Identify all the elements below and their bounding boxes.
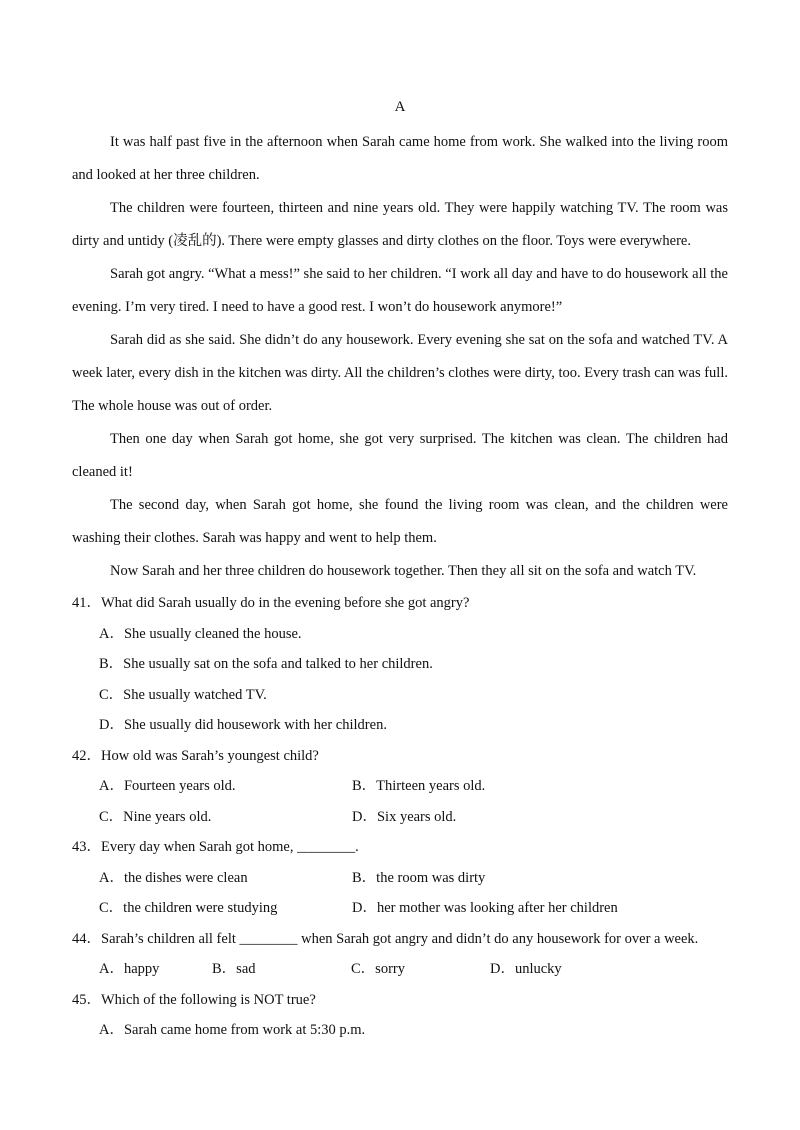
option-c: C．She usually watched TV. [99, 686, 267, 703]
option-row [72, 893, 728, 924]
exam-page [72, 96, 728, 1046]
passage-paragraph-5: Then one day when Sarah got home, she got very surprised. The kitchen was clean. The children had cleaned it! [72, 431, 728, 480]
option-a: A．Sarah came home from work at 5:30 p.m. [99, 1022, 366, 1038]
question-stem: 43．Every day when Sarah got home, ________. [72, 839, 359, 855]
option-row [72, 954, 728, 985]
question-41 [72, 588, 728, 741]
option-row [72, 863, 728, 894]
option-d: D．unlucky [490, 961, 562, 977]
passage-paragraph-2: The children were fourteen, thirteen and nine years old. They were happily watching TV. The room was dirty and untidy (凌乱的). There were empty glasses and dirty clothes on the floor. Toys were everywhere. [72, 200, 728, 249]
passage-paragraph-3: Sarah got angry. “What a mess!” she said to her children. “I work all day and have to do housework all the evening. I’m very tired. I need to have a good rest. I won’t do housework anymore!” [72, 266, 728, 315]
option-a: A．happy [99, 961, 160, 977]
option-d: D．her mother was looking after her children [352, 900, 618, 916]
question-43 [72, 832, 728, 924]
option-c: C．the children were studying [99, 900, 278, 916]
option-c: C．Nine years old. [99, 808, 212, 825]
option-b: B．Thirteen years old. [352, 778, 486, 794]
option-row [72, 771, 728, 802]
option-a: A．the dishes were clean [99, 869, 248, 886]
option-a: A．She usually cleaned the house. [99, 625, 302, 642]
option-d: D．She usually did housework with her children. [99, 717, 387, 733]
passage-paragraph-6: The second day, when Sarah got home, she found the living room was clean, and the children were washing their clothes. Sarah was happy and went to help them. [72, 497, 728, 546]
passage-title: A [394, 99, 406, 115]
question-stem: 41．What did Sarah usually do in the evening before she got angry? [72, 595, 470, 611]
passage-paragraph-1: It was half past five in the afternoon when Sarah came home from work. She walked into the living room and looked at her three children. [72, 134, 728, 183]
question-44 [72, 924, 728, 985]
question-stem: 45．Which of the following is NOT true? [72, 991, 316, 1008]
question-stem: 44．Sarah’s children all felt ________ when Sarah got angry and didn’t do any housework for over a week. [72, 930, 699, 947]
passage-paragraph-4: Sarah did as she said. She didn’t do any housework. Every evening she sat on the sofa and watched TV. A week later, every dish in the kitchen was dirty. All the children’s clothes were dirty, too. Every trash can was full. The whole house was out of order. [72, 332, 728, 414]
option-b: B．sad [212, 961, 256, 977]
passage-paragraph-7: Now Sarah and her three children do housework together. Then they all sit on the sofa and watch TV. [110, 563, 697, 579]
question-45 [72, 985, 728, 1046]
option-a: A．Fourteen years old. [99, 778, 236, 794]
question-42 [72, 741, 728, 833]
option-b: B．She usually sat on the sofa and talked to her children. [99, 656, 433, 672]
option-b: B．the room was dirty [352, 869, 486, 886]
question-stem: 42．How old was Sarah’s youngest child? [72, 747, 319, 764]
option-d: D．Six years old. [352, 808, 457, 825]
option-row [72, 802, 728, 833]
option-c: C．sorry [351, 961, 405, 977]
